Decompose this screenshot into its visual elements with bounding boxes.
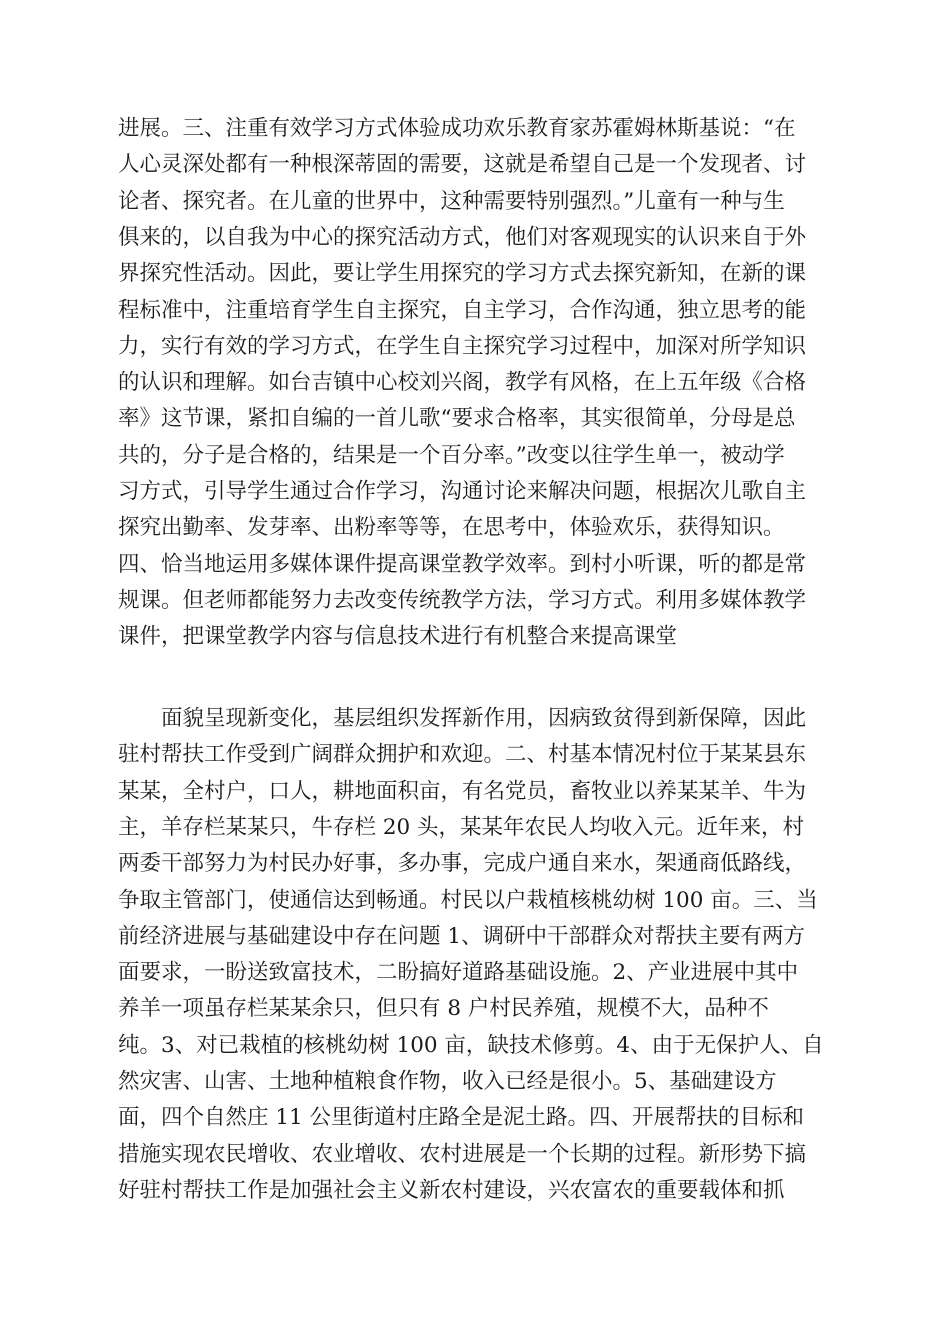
text-line: 面要求，一盼送致富技术，二盼搞好道路基础设施。2、产业进展中其中 — [118, 960, 799, 986]
text-line: 进展。三、注重有效学习方式体验成功欢乐教育家苏霍姆林斯基说：“在 — [118, 116, 796, 141]
text-line: 课件，把课堂教学内容与信息技术进行有机整合来提高课堂 — [118, 624, 678, 650]
text-line: 主，羊存栏某某只，牛存栏 20 头，某某年农民人均收入元。近年来，村 — [118, 814, 805, 840]
text-line: 习方式，引导学生通过合作学习，沟通讨论来解决问题，根据次儿歌自主 — [118, 479, 807, 504]
text-line: 界探究性活动。因此，要让学生用探究的学习方式去探究新知，在新的课 — [118, 261, 807, 287]
text-line: 四、恰当地运用多媒体课件提高课堂教学效率。到村小听课，听的都是常 — [118, 551, 807, 577]
text-line: 人心灵深处都有一种根深蒂固的需要，这就是希望自己是一个发现者、讨 — [118, 152, 807, 178]
text-line: 俱来的，以自我为中心的探究活动方式，他们对客观现实的认识来自于外 — [118, 224, 807, 250]
text-line: 争取主管部门，使通信达到畅通。村民以户栽植核桃幼树 100 亩。三、当 — [118, 887, 818, 913]
text-line: 力，实行有效的学习方式，在学生自主探究学习过程中，加深对所学知识 — [118, 333, 807, 359]
text-line: 养羊一项虽存栏某某余只，但只有 8 户村民养殖，规模不大，品种不 — [118, 996, 769, 1022]
text-line: 规课。但老师都能努力去改变传统教学方法，学习方式。利用多媒体教学 — [118, 587, 807, 613]
text-line: 的认识和理解。如台吉镇中心校刘兴阁，教学有风格，在上五年级《合格 — [118, 370, 807, 396]
text-line: 面貌呈现新变化，基层组织发挥新作用，因病致贫得到新保障，因此 — [118, 706, 807, 731]
text-line: 共的，分子是合格的，结果是一个百分率。”改变以往学生单一，被动学 — [118, 442, 785, 468]
text-line: 探究出勤率、发芽率、出粉率等等，在思考中，体验欢乐，获得知识。 — [118, 515, 785, 541]
text-line: 措施实现农民增收、农业增收、农村进展是一个长期的过程。新形势下搞 — [118, 1141, 807, 1167]
text-line: 两委干部努力为村民办好事，多办事，完成户通自来水，架通商低路线， — [118, 851, 807, 877]
text-line: 驻村帮扶工作受到广阔群众拥护和欢迎。二、村基本情况村位于某某县东 — [118, 742, 807, 768]
text-line: 然灾害、山害、土地种植粮食作物，收入已经是很小。5、基础建设方 — [118, 1069, 777, 1094]
text-line: 纯。3、对已栽植的核桃幼树 100 亩，缺技术修剪。4、由于无保护人、自 — [118, 1032, 824, 1058]
text-line: 某某，全村户，口人，耕地面积亩，有名党员，畜牧业以养某某羊、牛为 — [118, 778, 807, 804]
text-line: 前经济进展与基础建设中存在问题 1、调研中干部群众对帮扶主要有两方 — [118, 923, 806, 949]
text-line: 好驻村帮扶工作是加强社会主义新农村建设，兴农富农的重要载体和抓 — [118, 1177, 785, 1203]
text-line: 程标准中，注重培育学生自主探究，自主学习，合作沟通，独立思考的能 — [118, 297, 807, 323]
text-line: 率》这节课，紧扣自编的一首儿歌“要求合格率，其实很简单，分母是总 — [118, 406, 796, 432]
text-line: 论者、探究者。在儿童的世界中，这种需要特别强烈。”儿童有一种与生 — [118, 188, 785, 214]
text-line: 面，四个自然庄 11 公里街道村庄路全是泥土路。四、开展帮扶的目标和 — [118, 1105, 805, 1131]
